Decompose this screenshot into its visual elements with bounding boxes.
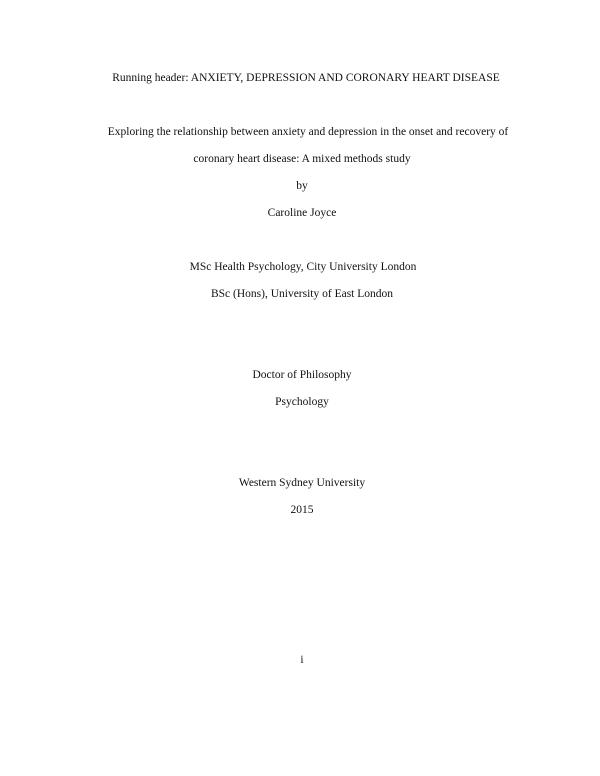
- by-label: by: [296, 180, 308, 192]
- award-field: Psychology: [275, 396, 329, 408]
- submission-year: 2015: [290, 504, 314, 516]
- award-degree: Doctor of Philosophy: [252, 369, 352, 381]
- prior-degree-msc: MSc Health Psychology, City University London: [189, 261, 417, 273]
- thesis-title-line-1: Exploring the relationship between anxiety and depression in the onset and recovery of: [107, 126, 509, 138]
- institution-name: Western Sydney University: [238, 477, 366, 489]
- page-number: i: [300, 654, 304, 666]
- prior-degree-bsc: BSc (Hons), University of East London: [210, 288, 394, 300]
- author-name: Caroline Joyce: [267, 207, 337, 219]
- running-header: Running header: ANXIETY, DEPRESSION AND CORONARY HEART DISEASE: [112, 72, 500, 84]
- thesis-title-line-2: coronary heart disease: A mixed methods study: [193, 153, 411, 165]
